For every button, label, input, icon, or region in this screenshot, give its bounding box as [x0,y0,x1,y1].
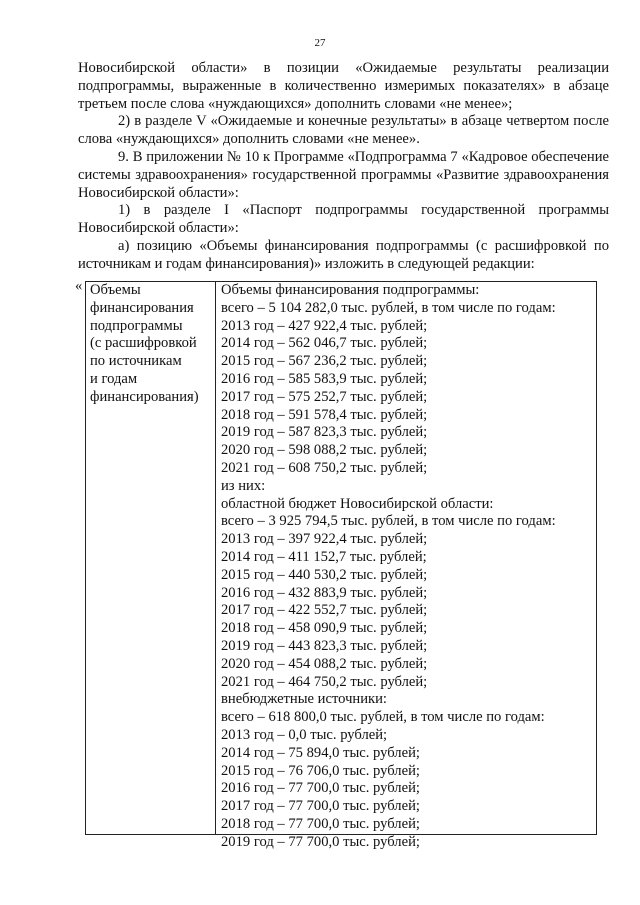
funding-value-line: 2016 год – 432 883,9 тыс. рублей; [221,584,428,601]
funding-value-line: внебюджетные источники: [221,691,387,708]
funding-label-line: финансирования) [90,388,199,405]
funding-value-line: 2013 год – 0,0 тыс. рублей; [221,726,388,743]
funding-value-line: 2018 год – 591 578,4 тыс. рублей; [221,406,428,423]
funding-value-line: 2019 год – 443 823,3 тыс. рублей; [221,637,428,654]
funding-value-line: всего – 3 925 794,5 тыс. рублей, в том числе по годам: [221,513,556,530]
funding-value-line: 2015 год – 76 706,0 тыс. рублей; [221,762,420,779]
funding-label-line: подпрограммы [90,317,183,334]
funding-value-line: Объемы финансирования подпрограммы: [221,282,480,298]
funding-value-line: 2015 год – 567 236,2 тыс. рублей; [221,353,428,370]
paragraph-continuation: Новосибирской области» в позиции «Ожидаемые результаты реализации подпрограммы, выраженные в количественно измеримых показателях» в абзаце третьем после слова «нуждающихся» дополнить словами «не менее»; [78,60,609,112]
document-body [78,60,609,274]
funding-value-line: 2020 год – 454 088,2 тыс. рублей; [221,655,428,672]
funding-value-line: областной бюджет Новосибирской области: [221,495,494,512]
paragraph-item-9: 9. В приложении № 10 к Программе «Подпрограмма 7 «Кадровое обеспечение системы здравоохранения» государственной программы «Развитие здравоохранения Новосибирской области»: [78,148,609,201]
funding-value-line: всего – 5 104 282,0 тыс. рублей, в том числе по годам: [221,299,556,316]
funding-value-line: 2018 год – 77 700,0 тыс. рублей; [221,815,420,832]
page-number: 27 [314,37,326,49]
funding-value-line: 2016 год – 77 700,0 тыс. рублей; [221,780,420,797]
funding-value-line: из них: [221,477,266,494]
funding-value-line: всего – 618 800,0 тыс. рублей, в том числе по годам: [221,709,545,726]
funding-value-line: 2014 год – 75 894,0 тыс. рублей; [221,744,420,761]
funding-label-line: и годам [90,370,138,387]
funding-value-line: 2019 год – 77 700,0 тыс. рублей; [221,833,420,850]
funding-table-value-cell [216,282,596,850]
paragraph-item-2: 2) в разделе V «Ожидаемые и конечные результаты» в абзаце четвертом после слова «нуждающихся» дополнить словами «не менее». [78,113,609,148]
funding-label-line: финансирования [90,299,194,316]
funding-value-line: 2014 год – 562 046,7 тыс. рублей; [221,335,428,352]
funding-table [85,281,597,850]
funding-value-line: 2020 год – 598 088,2 тыс. рублей; [221,442,428,459]
funding-value-line: 2013 год – 427 922,4 тыс. рублей; [221,317,428,334]
funding-label-line: (с расшифровкой [90,335,197,352]
funding-label-line: Объемы [90,282,141,298]
funding-value-line: 2019 год – 587 823,3 тыс. рублей; [221,424,428,441]
funding-label-line: по источникам [90,353,182,370]
funding-value-line: 2017 год – 422 552,7 тыс. рублей; [221,602,428,619]
paragraph-subitem-a: а) позицию «Объемы финансирования подпрограммы (с расшифровкой по источникам и годам финансирования)» изложить в следующей редакции: [78,237,609,272]
paragraph-section-1: 1) в разделе I «Паспорт подпрограммы государственной программы Новосибирской области»: [78,202,609,237]
funding-value-line: 2017 год – 575 252,7 тыс. рублей; [221,388,428,405]
funding-value-line: 2018 год – 458 090,9 тыс. рублей; [221,620,428,637]
funding-value-line: 2016 год – 585 583,9 тыс. рублей; [221,370,428,387]
funding-value-line: 2015 год – 440 530,2 тыс. рублей; [221,566,428,583]
funding-table-label-cell [86,282,216,834]
funding-value-line: 2021 год – 464 750,2 тыс. рублей; [221,673,428,690]
funding-value-line: 2017 год – 77 700,0 тыс. рублей; [221,798,420,815]
funding-value-line: 2014 год – 411 152,7 тыс. рублей; [221,548,427,565]
funding-value-line: 2021 год – 608 750,2 тыс. рублей; [221,459,428,476]
opening-quote: « [75,278,83,294]
funding-value-line: 2013 год – 397 922,4 тыс. рублей; [221,531,428,548]
